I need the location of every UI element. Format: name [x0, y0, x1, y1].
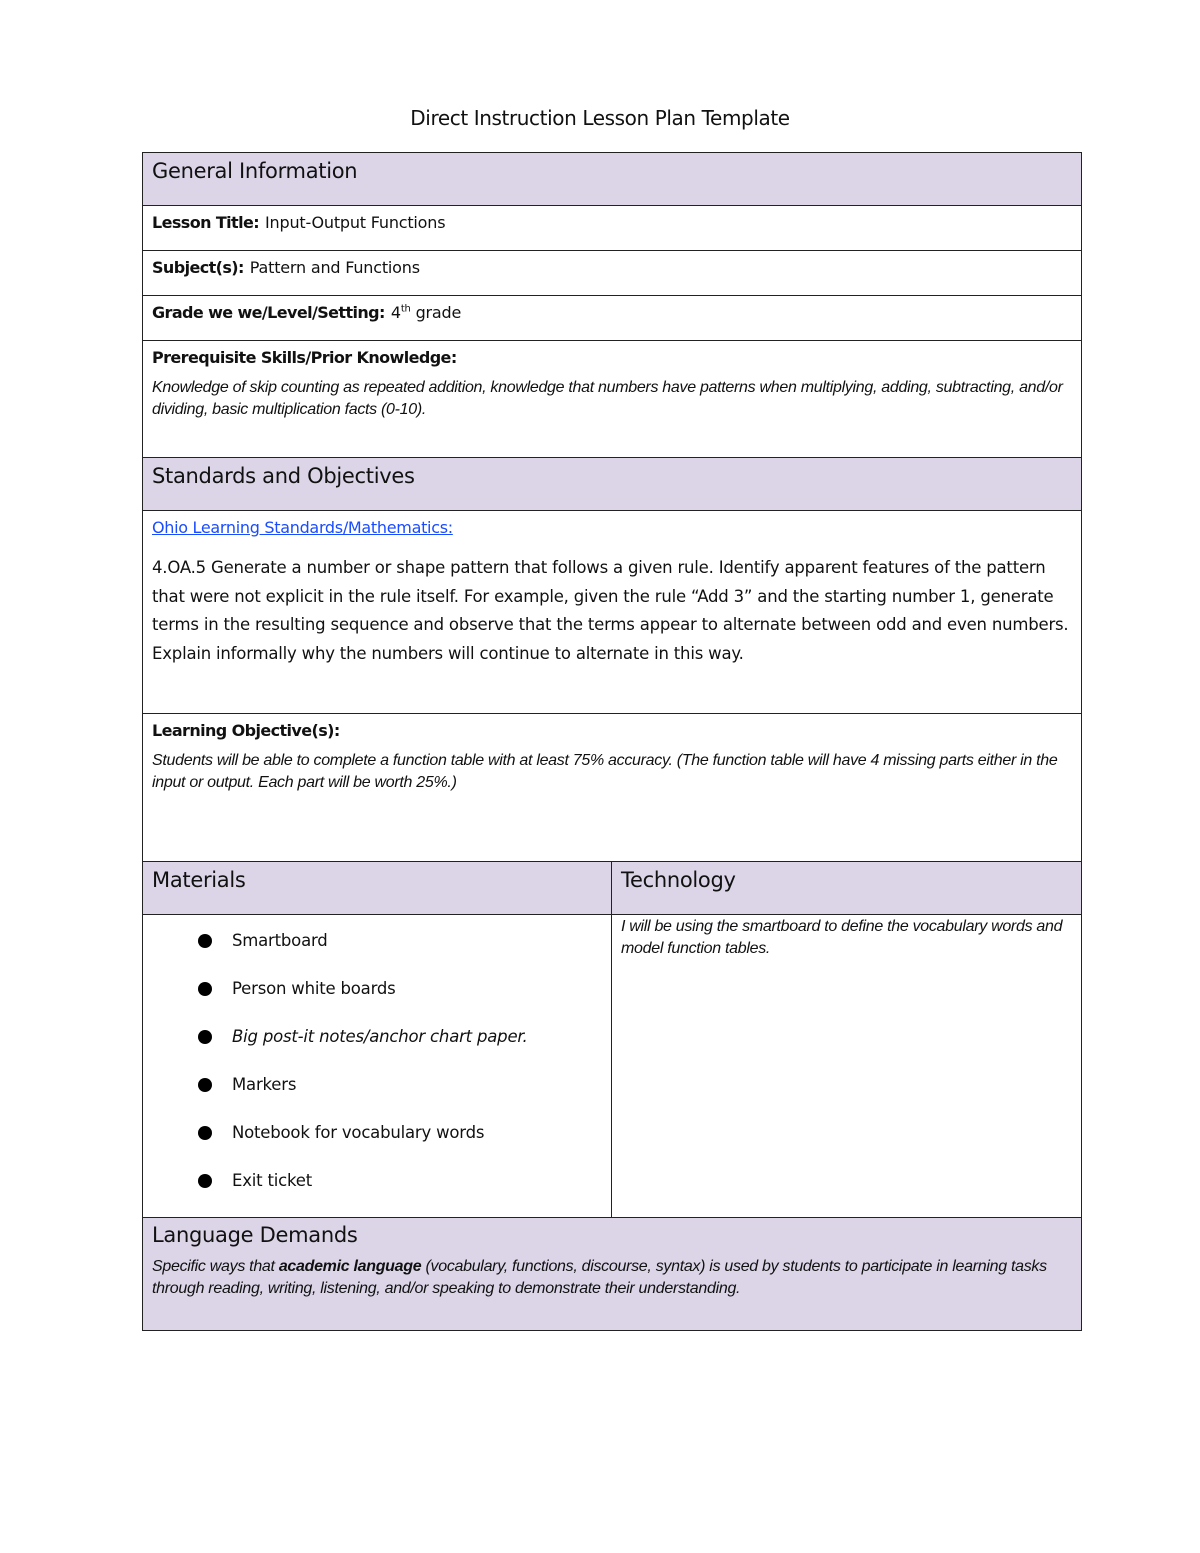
grade-word: grade: [415, 303, 462, 322]
materials-header: Materials: [143, 862, 612, 915]
bullet-icon: [198, 934, 212, 948]
general-information-header: General Information: [143, 153, 1082, 206]
standard-4oa5-text: 4.OA.5 Generate a number or shape pattern that follows a given rule. Identify apparent features of the pattern that were not explicit in the rule itself. For example, given the rule “Add 3” and the starting number 1, generate terms in the resulting sequence and observe that the terms appear to alternate between odd and even numbers. Explain informally why the numbers will continue to alternate in this way.: [152, 558, 1069, 663]
subjects-row: [143, 251, 1082, 296]
prerequisite-label: Prerequisite Skills/Prior Knowledge:: [152, 348, 457, 367]
language-demands-text: Specific ways that academic language (vocabulary, functions, discourse, syntax) is used by students to participate in learning tasks through reading, writing, listening, and/or speaking to demonstrate their understanding.: [152, 1258, 1047, 1297]
standards-objectives-header: Standards and Objectives: [143, 458, 1082, 511]
ohio-standards-link[interactable]: Ohio Learning Standards/Mathematics:: [152, 518, 453, 537]
technology-cell: [612, 915, 1082, 1218]
list-item: Exit ticket: [198, 1169, 602, 1217]
grade-row: [143, 296, 1082, 341]
bullet-icon: [198, 982, 212, 996]
lesson-title-value: Input-Output Functions: [265, 213, 446, 232]
lesson-title-row: [143, 206, 1082, 251]
technology-text: I will be using the smartboard to define the vocabulary words and model function tables.: [621, 918, 1063, 957]
list-item: Person white boards: [198, 977, 602, 1025]
learning-objective-text: Students will be able to complete a function table with at least 75% accuracy. (The function table will have 4 missing parts either in the input or output. Each part will be worth 25%.): [152, 752, 1058, 791]
prerequisite-text: Knowledge of skip counting as repeated addition, knowledge that numbers have patterns when multiplying, adding, subtracting, and/or dividing, basic multiplication facts (0-10).: [152, 379, 1063, 418]
grade-value: [391, 303, 461, 322]
list-item: Notebook for vocabulary words: [198, 1121, 602, 1169]
lesson-plan-table: [142, 152, 1082, 1331]
subjects-label: Subject(s):: [152, 258, 244, 277]
bullet-icon: [198, 1030, 212, 1044]
language-demands-cell: [143, 1218, 1082, 1331]
list-item: Markers: [198, 1073, 602, 1121]
subjects-value: Pattern and Functions: [249, 258, 420, 277]
technology-header: Technology: [612, 862, 1082, 915]
bullet-icon: [198, 1126, 212, 1140]
grade-label: Grade we we/Level/Setting:: [152, 303, 385, 322]
language-demands-header: Language Demands: [152, 1223, 358, 1247]
bullet-icon: [198, 1174, 212, 1188]
materials-list: [152, 929, 602, 1217]
learning-objective-row: [143, 714, 1082, 862]
academic-language-term: academic language: [278, 1258, 422, 1275]
bullet-icon: [198, 1078, 212, 1092]
materials-cell: [143, 915, 612, 1218]
list-item: Big post-it notes/anchor chart paper.: [198, 1025, 602, 1073]
document-title: Direct Instruction Lesson Plan Template: [410, 106, 790, 130]
learning-objective-label: Learning Objective(s):: [152, 721, 340, 740]
prerequisite-row: [143, 341, 1082, 458]
lesson-title-label: Lesson Title:: [152, 213, 260, 232]
list-item: Smartboard: [198, 929, 602, 977]
standards-row: [143, 511, 1082, 714]
grade-number: 4: [390, 303, 401, 322]
grade-suffix: th: [400, 303, 411, 315]
